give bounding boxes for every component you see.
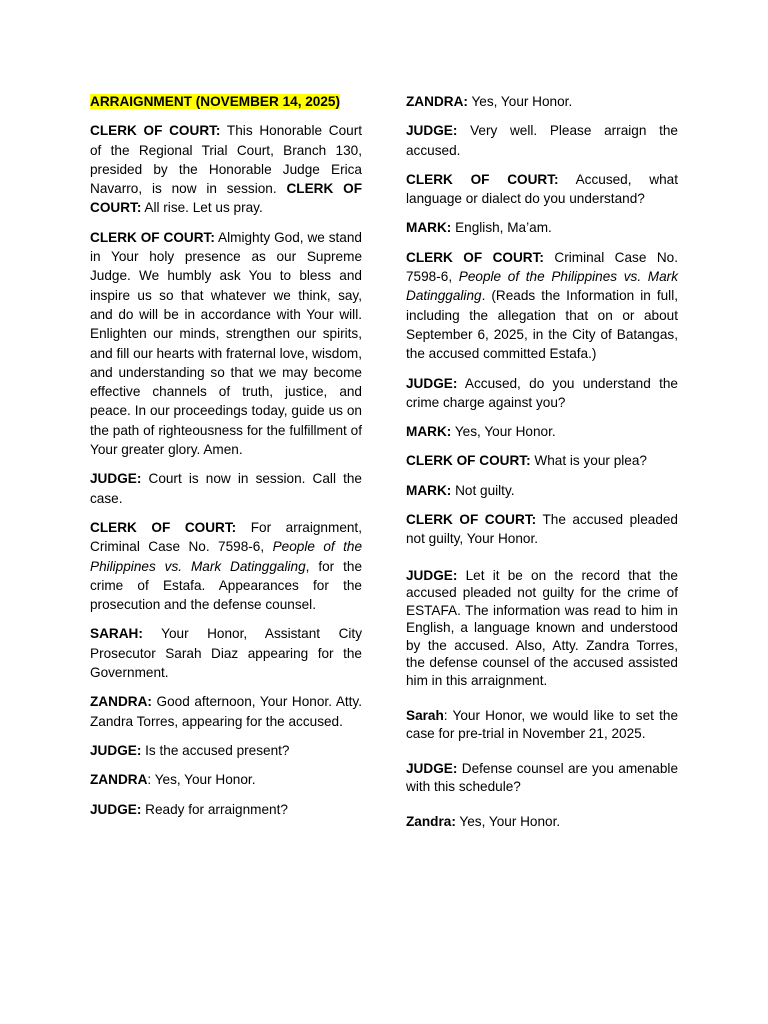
speaker: JUDGE:: [90, 801, 142, 817]
transcript-entry: [406, 248, 678, 364]
speaker: JUDGE:: [406, 375, 458, 391]
dialogue: Is the accused present?: [141, 742, 290, 758]
dialogue: Yes, Your Honor.: [455, 814, 561, 830]
dialogue: . (Reads the Information in full, including the allegation that on or about September 6, 2025, in the City of Batangas, the accused committed Estafa.): [406, 288, 678, 362]
speaker: ZANDRA: [90, 772, 148, 788]
transcript-entry: [406, 567, 678, 690]
dialogue: : Yes, Your Honor.: [147, 772, 256, 788]
dialogue: Almighty God, we stand in Your holy presence as our Supreme Judge. We humbly ask You to bless and inspire us so that whatever we think, say, and do will be in accordance with Your will. Enlighten our minds, strengthen our spirits, and fill our hearts with fraternal love, wisdom, and understanding so that we may become effective channels of truth, justice, and peace. In our proceedings today, guide us on the path of righteousness for the fulfillment of Your greater glory. Amen.: [90, 229, 362, 458]
transcript-entry: [406, 481, 678, 500]
case-title: People of the Philippines vs. Mark Datinggaling: [406, 269, 678, 304]
transcript-entry: [406, 218, 678, 237]
speaker: JUDGE:: [406, 567, 458, 583]
dialogue: Accused, what language or dialect do you understand?: [406, 171, 678, 207]
transcript-entry: [406, 422, 678, 441]
dialogue: Let it be on the record that the accused pleaded not guilty for the crime of ESTAFA. The information was read to him in English, a language known and understood by the accused. Also, Atty. Zandra Torres, the defense counsel of the accused assisted him in this arraignment.: [406, 567, 678, 688]
document-title-block: [90, 92, 362, 111]
transcript-entry: [90, 518, 362, 614]
transcript-entry: [406, 451, 678, 470]
speaker: ZANDRA:: [90, 694, 152, 710]
speaker: MARK:: [406, 220, 452, 236]
speaker: CLERK OF COURT:: [90, 123, 221, 139]
speaker: CLERK OF COURT:: [90, 519, 237, 535]
speaker: CLERK OF COURT:: [90, 229, 215, 245]
speaker: CLERK OF COURT:: [406, 453, 531, 469]
dialogue: What is your plea?: [530, 453, 647, 469]
speaker: MARK:: [406, 424, 452, 440]
speaker: CLERK OF COURT:: [406, 249, 544, 265]
dialogue: Not guilty.: [451, 482, 515, 498]
case-title: People of the Philippines vs. Mark Datinggaling: [90, 539, 363, 574]
transcript-entry: [406, 92, 678, 111]
speaker: MARK:: [406, 482, 452, 498]
speaker: Sarah: [406, 708, 444, 724]
speaker: ZANDRA:: [406, 94, 468, 109]
transcript-entry: [90, 228, 362, 460]
dialogue: The accused pleaded not guilty, Your Honor.: [406, 512, 678, 547]
transcript-entry: [90, 741, 362, 760]
dialogue: All rise. Let us pray.: [141, 200, 263, 216]
dialogue: For arraignment, Criminal Case No. 7598-6,: [90, 519, 362, 555]
transcript-entry: [90, 624, 362, 682]
dialogue: Yes, Your Honor.: [467, 94, 573, 109]
dialogue: Defense counsel are you amenable with this schedule?: [406, 761, 678, 794]
transcript-entry: [90, 800, 362, 819]
speaker: JUDGE:: [406, 761, 458, 777]
speaker: CLERK OF COURT:: [406, 171, 559, 187]
speaker: SARAH:: [90, 626, 143, 642]
transcript-entry: [406, 374, 678, 413]
dialogue: , for the crime of Estafa. Appearances for the prosecution and the defense counsel.: [90, 558, 363, 613]
dialogue: Good afternoon, Your Honor. Atty. Zandra Torres, appearing for the accused.: [90, 694, 362, 729]
speaker: CLERK OF COURT:: [90, 181, 362, 216]
dialogue: Very well. Please arraign the accused.: [406, 123, 678, 158]
dialogue: : Your Honor, we would like to set the case for pre-trial in November 21, 2025.: [406, 708, 678, 741]
transcript-entry: [406, 170, 678, 209]
speaker: JUDGE:: [406, 123, 458, 139]
transcript-entry: [406, 510, 678, 549]
document-title: ARRAIGNMENT (NOVEMBER 14, 2025): [90, 94, 341, 109]
dialogue: This Honorable Court of the Regional Trial Court, Branch 130, presided by the Honorable Judge Erica Navarro, is now in session.: [90, 123, 362, 197]
speaker: JUDGE:: [90, 742, 142, 758]
dialogue: Accused, do you understand the crime charge against you?: [406, 375, 678, 410]
transcript-entry: [406, 760, 678, 795]
speaker: Zandra:: [406, 814, 456, 830]
transcript-entry: [90, 469, 362, 508]
dialogue: Criminal Case No. 7598-6,: [406, 249, 678, 285]
left-column: [90, 92, 362, 829]
dialogue: Your Honor, Assistant City Prosecutor Sarah Diaz appearing for the Government.: [90, 626, 362, 681]
transcript-entry: [90, 121, 362, 217]
speaker: JUDGE:: [90, 471, 142, 487]
transcript-entry: [406, 813, 678, 831]
transcript-entry: [90, 770, 362, 789]
dialogue: English, Ma’am.: [451, 220, 552, 236]
dialogue: Yes, Your Honor.: [451, 424, 556, 440]
transcript-entry: [90, 692, 362, 731]
speaker: CLERK OF COURT:: [406, 512, 537, 528]
transcript-entry: [406, 707, 678, 742]
dialogue: Ready for arraignment?: [141, 801, 288, 817]
transcript-entry: [406, 121, 678, 160]
right-column: [406, 92, 678, 841]
dialogue: Court is now in session. Call the case.: [90, 471, 362, 506]
